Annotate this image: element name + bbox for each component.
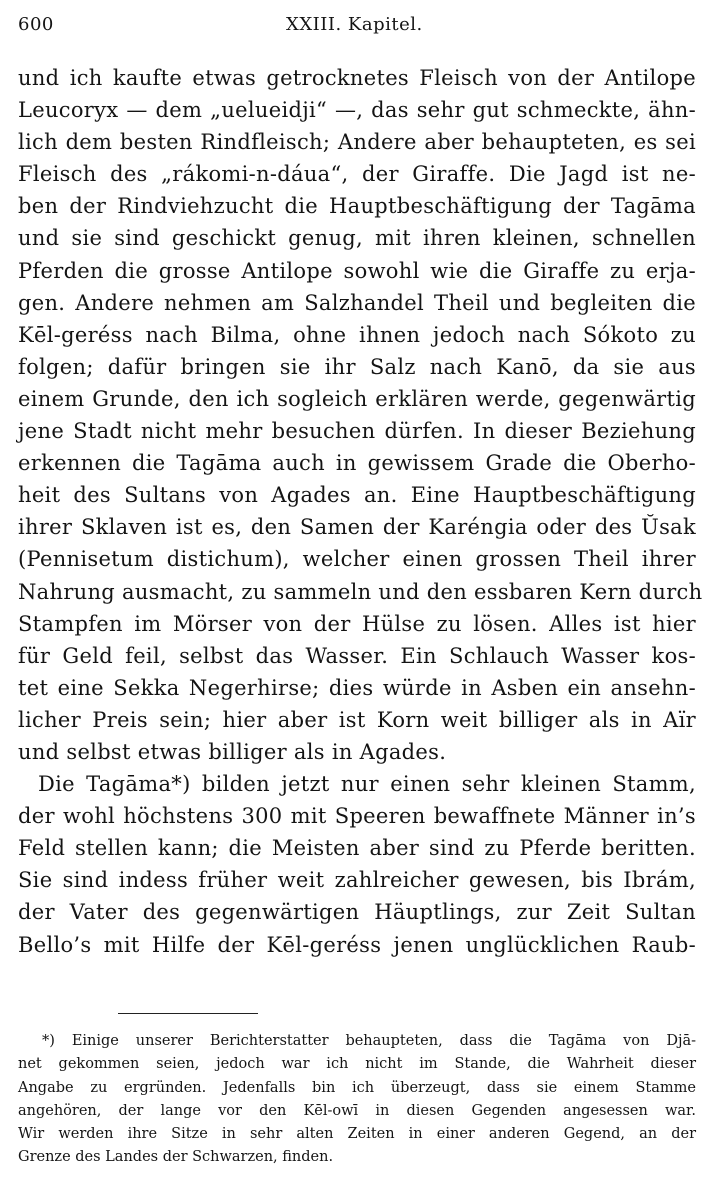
footnote-line: Angabe zu ergründen. Jedenfalls bin ich überzeugt, dass sie einem Stamme (18, 1079, 696, 1096)
text-line: lich dem besten Rindfleisch; Andere aber behaupteten, es sei (18, 130, 696, 155)
chapter-title: XXIII. Kapitel. (286, 14, 423, 35)
body-text (18, 62, 703, 961)
text-line: Bello’s mit Hilfe der Kēl-geréss jenen unglücklichen Raub- (18, 932, 696, 957)
text-line: Fleisch des „rákomi-n-dáua“, der Giraffe. Die Jagd ist ne- (18, 162, 696, 187)
footnote-line: angehören, der lange vor den Kēl-owī in diesen Gegenden angesessen war. (18, 1102, 696, 1119)
text-line: ihrer Sklaven ist es, den Samen der Karéngia oder des Ŭsak (18, 515, 696, 540)
text-line: folgen; dafür bringen sie ihr Salz nach Kanō, da sie aus (18, 354, 696, 379)
text-line: der wohl höchstens 300 mit Speeren bewaffnete Männer in’s (18, 804, 696, 829)
text-line: erkennen die Tagāma auch in gewissem Grade die Oberho- (18, 451, 696, 476)
text-line: Nahrung ausmacht, zu sammeln und den essbaren Kern durch (18, 579, 703, 604)
footnote-line: *) Einige unserer Berichterstatter behaupteten, dass die Tagāma von Djā- (42, 1033, 696, 1049)
text-line: Feld stellen kann; die Meisten aber sind zu Pferde beritten. (18, 836, 696, 861)
text-line: ben der Rindviehzucht die Hauptbeschäftigung der Tagāma (18, 194, 696, 219)
text-line: der Vater des gegenwärtigen Häuptlings, zur Zeit Sultan (18, 900, 696, 925)
footnote-line: Wir werden ihre Sitze in sehr alten Zeiten in einer anderen Gegend, an der (18, 1126, 696, 1143)
text-line: Pferden die grosse Antilope sowohl wie die Giraffe zu erja- (18, 258, 696, 283)
text-line: für Geld feil, selbst das Wasser. Ein Schlauch Wasser kos- (18, 643, 696, 668)
text-line: gen. Andere nehmen am Salzhandel Theil und begleiten die (18, 290, 696, 315)
footnotes (18, 1030, 696, 1170)
text-line: heit des Sultans von Agades an. Eine Hauptbeschäftigung (18, 483, 696, 508)
text-line: (Pennisetum distichum), welcher einen grossen Theil ihrer (18, 547, 696, 572)
text-line: Sie sind indess früher weit zahlreicher gewesen, bis Ibrám, (18, 868, 696, 893)
text-line: licher Preis sein; hier aber ist Korn weit billiger als in Aïr (18, 707, 696, 732)
running-head (18, 14, 703, 40)
paragraph-start-line: Die Tagāma*) bilden jetzt nur einen sehr kleinen Stamm, (38, 772, 696, 797)
text-line: jene Stadt nicht mehr besuchen dürfen. In dieser Beziehung (18, 419, 696, 444)
footnote-line: net gekommen seien, jedoch war ich nicht im Stande, die Wahrheit dieser (18, 1056, 696, 1073)
text-line: Stampfen im Mörser von der Hülse zu lösen. Alles ist hier (18, 611, 696, 636)
text-line: Kēl-geréss nach Bilma, ohne ihnen jedoch nach Sókoto zu (18, 322, 696, 347)
paragraph-end-line: und selbst etwas billiger als in Agades. (18, 739, 447, 764)
text-line: und sie sind geschickt genug, mit ihren kleinen, schnellen (18, 226, 696, 251)
text-line: Leucoryx — dem „uelueidji“ —, das sehr gut schmeckte, ähn- (18, 98, 696, 123)
text-line: und ich kaufte etwas getrocknetes Fleisch von der Antilope (18, 66, 696, 90)
text-line: tet eine Sekka Negerhirse; dies würde in Asben ein ansehn- (18, 675, 696, 700)
footnote-divider (118, 1013, 258, 1014)
text-line: einem Grunde, den ich sogleich erklären werde, gegenwärtig (18, 386, 696, 411)
footnote-line: Grenze des Landes der Schwarzen, finden. (18, 1149, 334, 1166)
page-number: 600 (18, 14, 54, 35)
